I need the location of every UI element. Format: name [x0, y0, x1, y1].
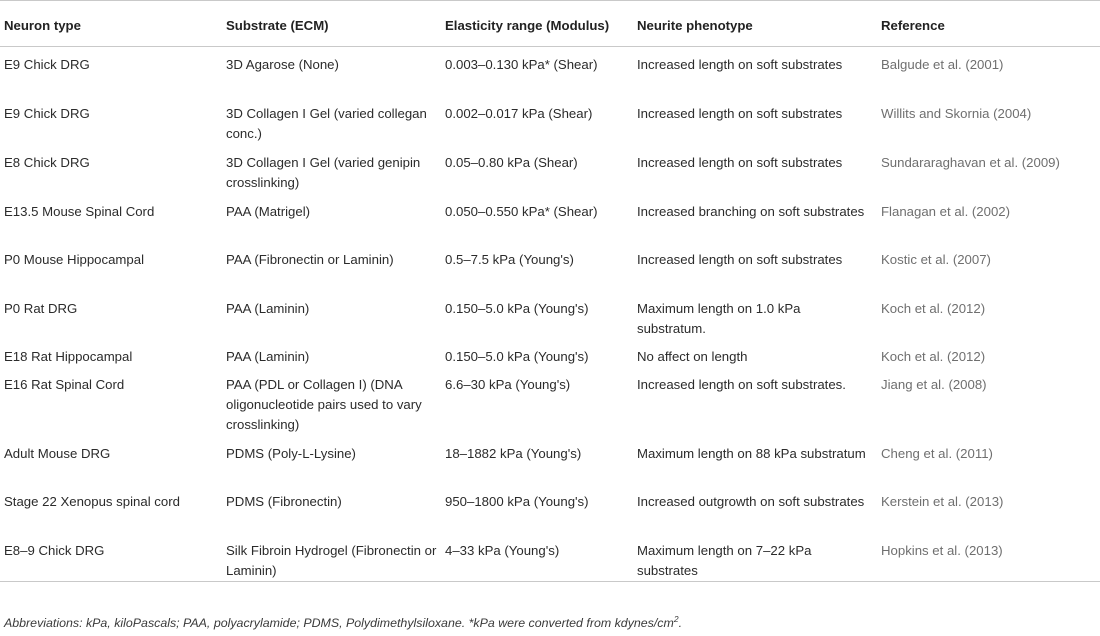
elasticity-cell: 6.6–30 kPa (Young's) — [445, 376, 571, 392]
footnote-superscript: 2 — [673, 614, 679, 624]
reference-cell: Kerstein et al. (2013) — [881, 493, 1004, 509]
header-reference: Reference — [877, 1, 1100, 47]
header-neuron-type: Neuron type — [0, 1, 222, 47]
substrate-cell: PAA (Matrigel) — [226, 203, 311, 219]
reference-cell: Jiang et al. (2008) — [881, 376, 987, 392]
reference-cell: Sundararaghavan et al. (2009) — [881, 154, 1060, 170]
reference-cell: Kostic et al. (2007) — [881, 251, 991, 267]
substrate-cell: 3D Collagen I Gel (varied genipin crosslinking) — [226, 154, 421, 190]
reference-cell: Hopkins et al. (2013) — [877, 533, 1100, 582]
substrate-cell: 3D Collagen I Gel (varied collegan conc.) — [226, 105, 427, 141]
neuron-type-cell: E18 Rat Hippocampal — [4, 348, 133, 364]
elasticity-cell: 0.050–0.550 kPa* (Shear) — [445, 203, 598, 219]
header-elasticity-range: Elasticity range (Modulus) — [441, 1, 633, 47]
neuron-type-cell: P0 Mouse Hippocampal — [4, 251, 145, 267]
table-row — [0, 436, 1100, 484]
table-row — [0, 194, 1100, 242]
reference-cell: Willits and Skornia (2004) — [881, 105, 1032, 121]
phenotype-cell: Increased length on soft substrates — [637, 105, 843, 121]
table-row — [0, 291, 1100, 339]
neuron-type-cell: E16 Rat Spinal Cord — [4, 376, 125, 392]
reference-cell: Flanagan et al. (2002) — [881, 203, 1011, 219]
neuron-type-cell: P0 Rat DRG — [4, 300, 78, 316]
neuron-type-cell: E8–9 Chick DRG — [0, 533, 222, 582]
elasticity-cell: 0.150–5.0 kPa (Young's) — [445, 348, 589, 364]
elasticity-cell: 4–33 kPa (Young's) — [441, 533, 633, 582]
table-row — [0, 339, 1100, 367]
table-row — [0, 533, 1100, 582]
elasticity-cell: 18–1882 kPa (Young's) — [445, 445, 582, 461]
header-substrate: Substrate (ECM) — [222, 1, 441, 47]
phenotype-cell: Increased length on soft substrates — [637, 57, 843, 72]
phenotype-cell: No affect on length — [637, 348, 748, 364]
substrate-cell: PAA (Fibronectin or Laminin) — [226, 251, 394, 267]
substrate-cell: Silk Fibroin Hydrogel (Fibronectin or Laminin) — [222, 533, 441, 582]
substrate-cell: PAA (Laminin) — [226, 300, 310, 316]
phenotype-cell: Maximum length on 88 kPa substratum — [637, 445, 866, 461]
table-footnote — [4, 614, 682, 630]
neuron-type-cell: Adult Mouse DRG — [4, 445, 111, 461]
table-body — [0, 47, 1100, 582]
substrate-cell: PDMS (Fibronectin) — [226, 493, 342, 509]
reference-cell: Balgude et al. (2001) — [881, 57, 1004, 72]
substrate-cell: PAA (PDL or Collagen I) (DNA oligonucleotide pairs used to vary crosslinking) — [226, 376, 422, 432]
table-row — [0, 484, 1100, 533]
substrate-cell: 3D Agarose (None) — [226, 57, 339, 72]
elasticity-cell: 0.003–0.130 kPa* (Shear) — [445, 57, 598, 72]
reference-cell: Koch et al. (2012) — [881, 300, 986, 316]
table-row — [0, 47, 1100, 96]
header-neurite-phenotype: Neurite phenotype — [633, 1, 877, 47]
table-row — [0, 145, 1100, 194]
elasticity-cell: 950–1800 kPa (Young's) — [445, 493, 589, 509]
phenotype-cell: Maximum length on 7–22 kPa substrates — [633, 533, 877, 582]
elasticity-cell: 0.002–0.017 kPa (Shear) — [445, 105, 593, 121]
neuron-type-cell: E9 Chick DRG — [4, 57, 90, 72]
phenotype-cell: Increased outgrowth on soft substrates — [637, 493, 865, 509]
phenotype-cell: Increased length on soft substrates — [637, 251, 843, 267]
phenotype-cell: Increased length on soft substrates — [637, 154, 843, 170]
phenotype-cell: Maximum length on 1.0 kPa substratum. — [637, 300, 801, 336]
elasticity-cell: 0.05–0.80 kPa (Shear) — [445, 154, 578, 170]
reference-cell: Cheng et al. (2011) — [881, 445, 993, 461]
neuron-type-cell: Stage 22 Xenopus spinal cord — [4, 493, 180, 509]
table-row — [0, 96, 1100, 145]
neuron-type-cell: E8 Chick DRG — [4, 154, 90, 170]
phenotype-cell: Increased length on soft substrates. — [637, 376, 846, 392]
table-row — [0, 242, 1100, 291]
substrate-cell: PAA (Laminin) — [226, 348, 310, 364]
table-header-row — [0, 1, 1100, 47]
phenotype-cell: Increased branching on soft substrates — [637, 203, 865, 219]
footnote-text: Abbreviations: kPa, kiloPascals; PAA, polyacrylamide; PDMS, Polydimethylsiloxane. *kPa were converted from kdynes/cm — [4, 616, 674, 631]
neuron-type-cell: E9 Chick DRG — [4, 105, 90, 121]
reference-cell: Koch et al. (2012) — [881, 348, 986, 364]
neuron-type-cell: E13.5 Mouse Spinal Cord — [4, 203, 155, 219]
table-row — [0, 367, 1100, 436]
elasticity-cell: 0.150–5.0 kPa (Young's) — [445, 300, 589, 316]
substrate-cell: PDMS (Poly-L-Lysine) — [226, 445, 356, 461]
elasticity-cell: 0.5–7.5 kPa (Young's) — [445, 251, 574, 267]
footnote-end: . — [678, 616, 683, 631]
